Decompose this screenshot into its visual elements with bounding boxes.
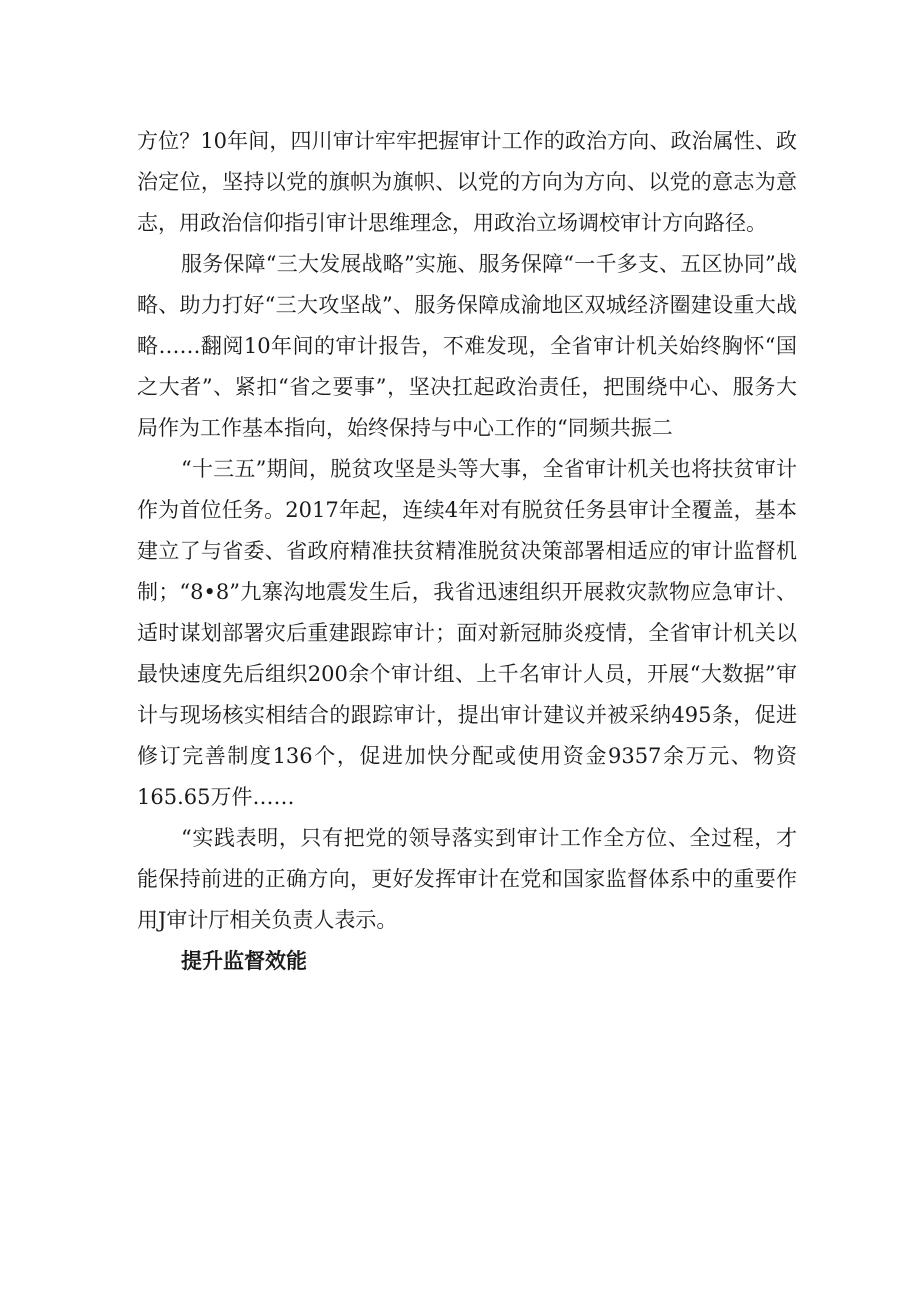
paragraph-2: 服务保障“三大发展战略”实施、服务保障“一千多支、五区协同”战略、助力打好“三大攻坚战”、服务保障成渝地区双城经济圈建设重大战略……翻阅10年间的审计报告，不难发现，全省审计机关始终胸怀“国之大者”、紧扣“省之要事”，坚决扛起政治责任，把围绕中心、服务大局作为工作基本指向，始终保持与中心工作的“同频共振二 — [137, 252, 797, 440]
section-heading: 提升监督效能 — [181, 949, 307, 973]
paragraph-3: “十三五”期间，脱贫攻坚是头等大事，全省审计机关也将扶贫审计作为首位任务。2017年起，连续4年对有脱贫任务县审计全覆盖，基本建立了与省委、省政府精准扶贫精准脱贫决策部署相适应的审计监督机制；“8•8”九寨沟地震发生后，我省迅速组织开展救灾款物应急审计、适时谋划部署灾后重建跟踪审计；面对新冠肺炎疫情，全省审计机关以最快速度先后组织200余个审计组、上千名审计人员，开展“大数据”审计与现场核实相结合的跟踪审计，提出审计建议并被采纳495条，促进修订完善制度136个，促进加快分配或使用资金9357余万元、物资165.65万件…… — [137, 457, 797, 809]
article-body — [137, 121, 797, 982]
paragraph-1: 方位？10年间，四川审计牢牢把握审计工作的政治方向、政治属性、政治定位，坚持以党的旗帜为旗帜、以党的方向为方向、以党的意志为意志，用政治信仰指引审计思维理念，用政治立场调校审计方向路径。 — [137, 129, 797, 235]
paragraph-4: “实践表明，只有把党的领导落实到审计工作全方位、全过程，才能保持前进的正确方向，更好发挥审计在党和国家监督体系中的重要作用J审计厅相关负责人表示。 — [137, 826, 797, 932]
